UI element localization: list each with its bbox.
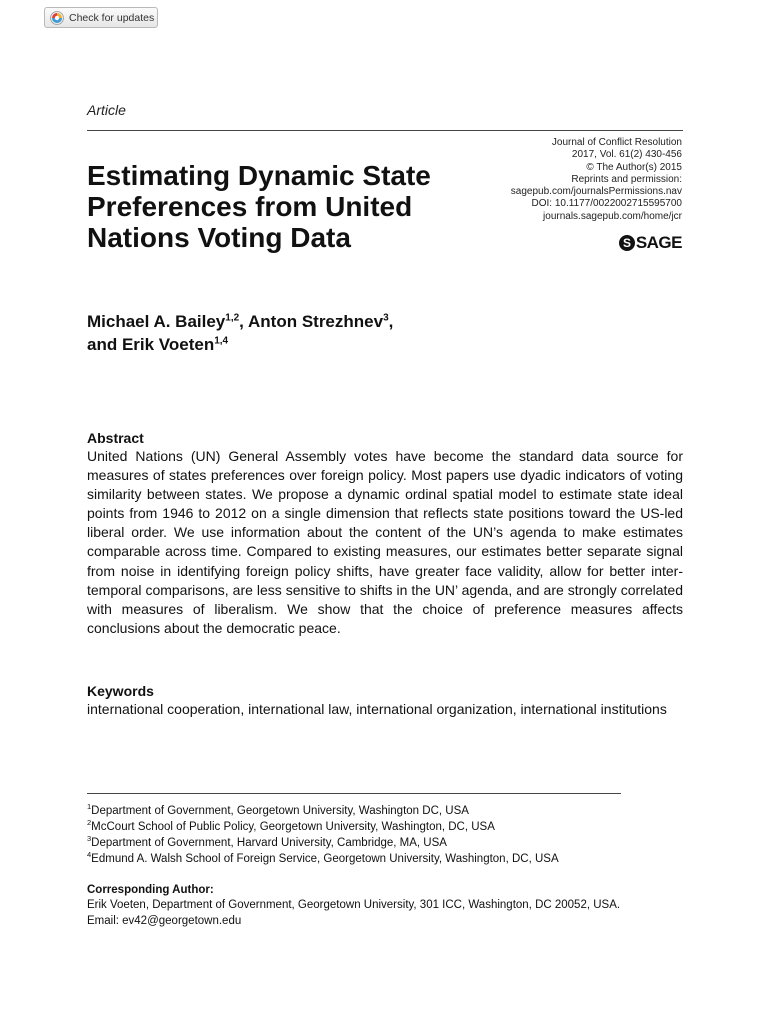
article-title: Estimating Dynamic State Preferences from United Nations Voting Data [87,160,431,253]
affiliation-text: Department of Government, Georgetown University, Washington DC, USA [91,805,469,817]
journal-link[interactable]: journals.sagepub.com/home/jcr [543,210,682,222]
abstract-text: United Nations (UN) General Assembly votes have become the standard data source for measures of states preferences over foreign policy. Most papers use dyadic indicators of voting similarity between states. We propose a dynamic ordinal spatial model to estimate state ideal points from 1946 to 2012 on a single dimension that reflects state positions toward the US-led liberal order. We use information about the content of the UN’s agenda to make estimates comparable across time. Compared to existing measures, our estimates better separate signal from noise in identifying foreign policy shifts, have greater face validity, allow for better inter-temporal comparisons, are less sensitive to shifts in the UN’ agenda, and are strongly correlated with measures of liberalism. We show that the choice of preference measures affects conclusions about the democratic peace. [87,448,683,636]
corresponding-address: Erik Voeten, Department of Government, Georgetown University, 301 ICC, Washington, DC 20052, USA. [87,899,621,911]
affiliations [87,803,683,867]
sage-s-icon: S [619,235,635,251]
journal-name: Journal of Conflict Resolution [551,137,682,148]
journal-info [511,137,682,223]
affiliation-item [87,851,683,867]
abstract-section [87,430,683,638]
corresponding-heading: Corresponding Author: [87,884,214,896]
affiliation-item [87,803,683,819]
journal-volume: 2017, Vol. 61(2) 430-456 [571,149,682,161]
author-separator: , [239,312,248,331]
author-affil-sup: 3 [383,312,389,324]
copyright: © The Author(s) 2015 [586,161,682,173]
sage-logo [619,233,682,253]
author-separator: , [388,312,394,331]
affiliation-number: 4 [87,850,92,860]
check-for-updates-label: Check for updates [69,11,155,24]
author-affil-sup: 1,2 [225,312,240,324]
keywords-heading: Keywords [87,683,154,699]
affiliation-number: 2 [87,818,92,828]
author-affil-sup: 1,4 [214,335,229,347]
abstract-heading: Abstract [87,430,144,446]
affiliation-number: 3 [87,834,92,844]
affiliation-item [87,819,683,835]
affiliation-item [87,835,683,851]
check-for-updates-button[interactable] [44,7,158,28]
author-name: and Erik Voeten [87,335,215,354]
affiliation-text: McCourt School of Public Policy, Georgetown University, Washington, DC, USA [91,821,495,833]
affiliation-text: Edmund A. Walsh School of Foreign Service, Georgetown University, Washington, DC, USA [91,853,559,865]
reprints-label: Reprints and permission: [571,173,682,185]
keywords-text: international cooperation, international law, international organization, international institutions [87,701,667,717]
corresponding-author [87,883,687,929]
author-list [87,310,517,356]
permissions-link[interactable]: sagepub.com/journalsPermissions.nav [510,186,682,198]
affiliation-number: 1 [87,802,92,812]
keywords-section [87,683,683,719]
affiliation-text: Department of Government, Harvard University, Cambridge, MA, USA [91,837,447,849]
header-rule [87,130,683,131]
corresponding-email[interactable]: Email: ev42@georgetown.edu [87,914,242,927]
author-name: Anton Strezhnev [248,312,384,331]
sage-wordmark: SAGE [635,233,682,252]
doi[interactable]: DOI: 10.1177/0022002715595700 [531,198,682,210]
footnote-rule [87,793,621,794]
crossmark-icon [50,11,64,25]
article-type: Article [87,102,126,118]
author-name: Michael A. Bailey [87,312,226,331]
